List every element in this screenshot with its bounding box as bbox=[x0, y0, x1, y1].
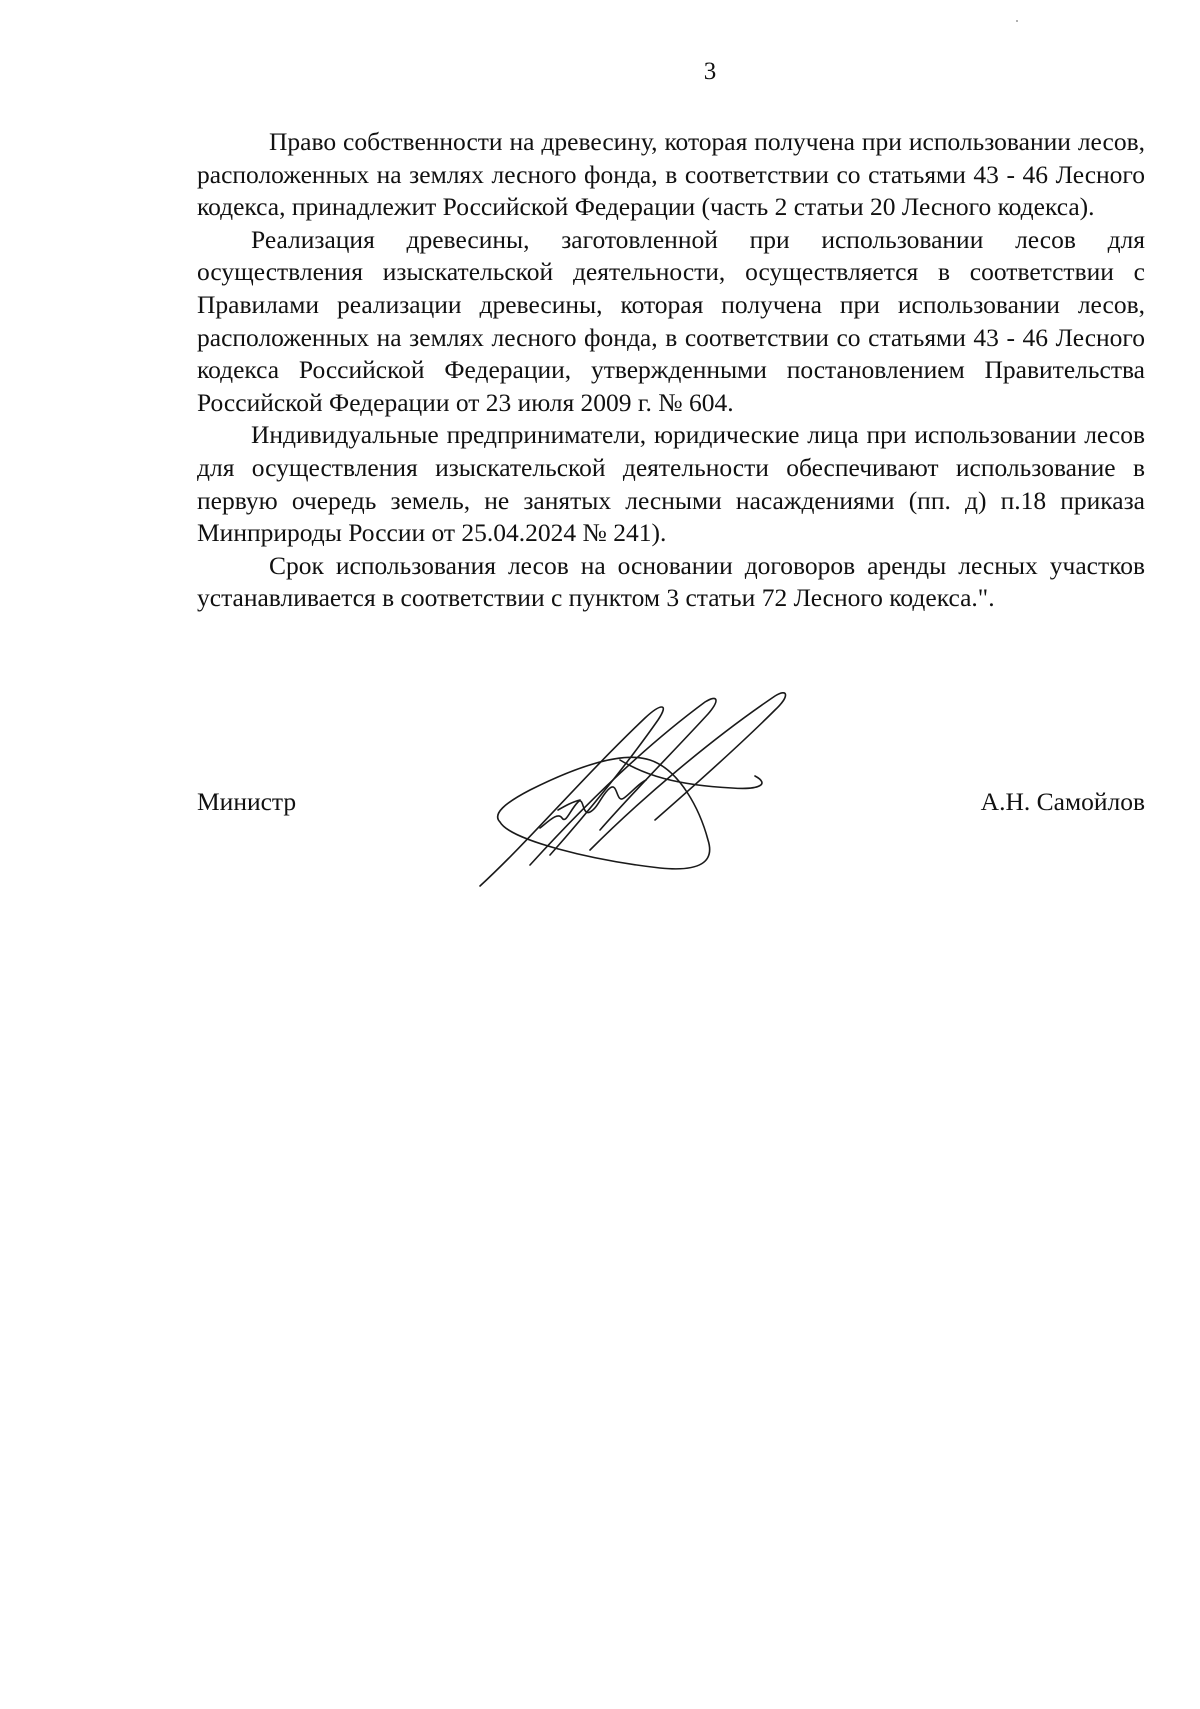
paragraph-lease-term: Срок использования лесов на основании договоров аренды лесных участков устанавливается в соответствии с пунктом 3 статьи 72 Лесного кодекса.". bbox=[197, 550, 1145, 613]
scan-artifact-dot bbox=[1016, 20, 1018, 22]
paragraph-timber-sale: Реализация древесины, заготовленной при использовании лесов для осуществления изыскательской деятельности, осуществляется в соответствии с Правилами реализации древесины, которая получена при использовании лесов, расположенных на землях лесного фонда, в соответствии со статьями 43 - 46 Лесного кодекса Российской Федерации, утвержденными постановлением Правительства Российской Федерации от 23 июля 2009 г. № 604. bbox=[197, 224, 1145, 417]
signature-block bbox=[197, 786, 1145, 826]
paragraph-land-use: Индивидуальные предприниматели, юридические лица при использовании лесов для осуществления изыскательской деятельности обеспечивают использование в первую очередь земель, не занятых лесными насаждениями (пп. д) п.18 приказа Минприроды России от 25.04.2024 № 241). bbox=[197, 420, 1145, 548]
paragraph-ownership: Право собственности на древесину, которая получена при использовании лесов, расположенных на землях лесного фонда, в соответствии со статьями 43 - 46 Лесного кодекса, принадлежит Российской Федерации (часть 2 статьи 20 Лесного кодекса). bbox=[197, 127, 1145, 222]
document-body bbox=[197, 126, 1145, 615]
signatory-name: А.Н. Самойлов bbox=[980, 787, 1145, 816]
signatory-title: Министр bbox=[197, 787, 297, 816]
page-number: 3 bbox=[703, 58, 717, 85]
